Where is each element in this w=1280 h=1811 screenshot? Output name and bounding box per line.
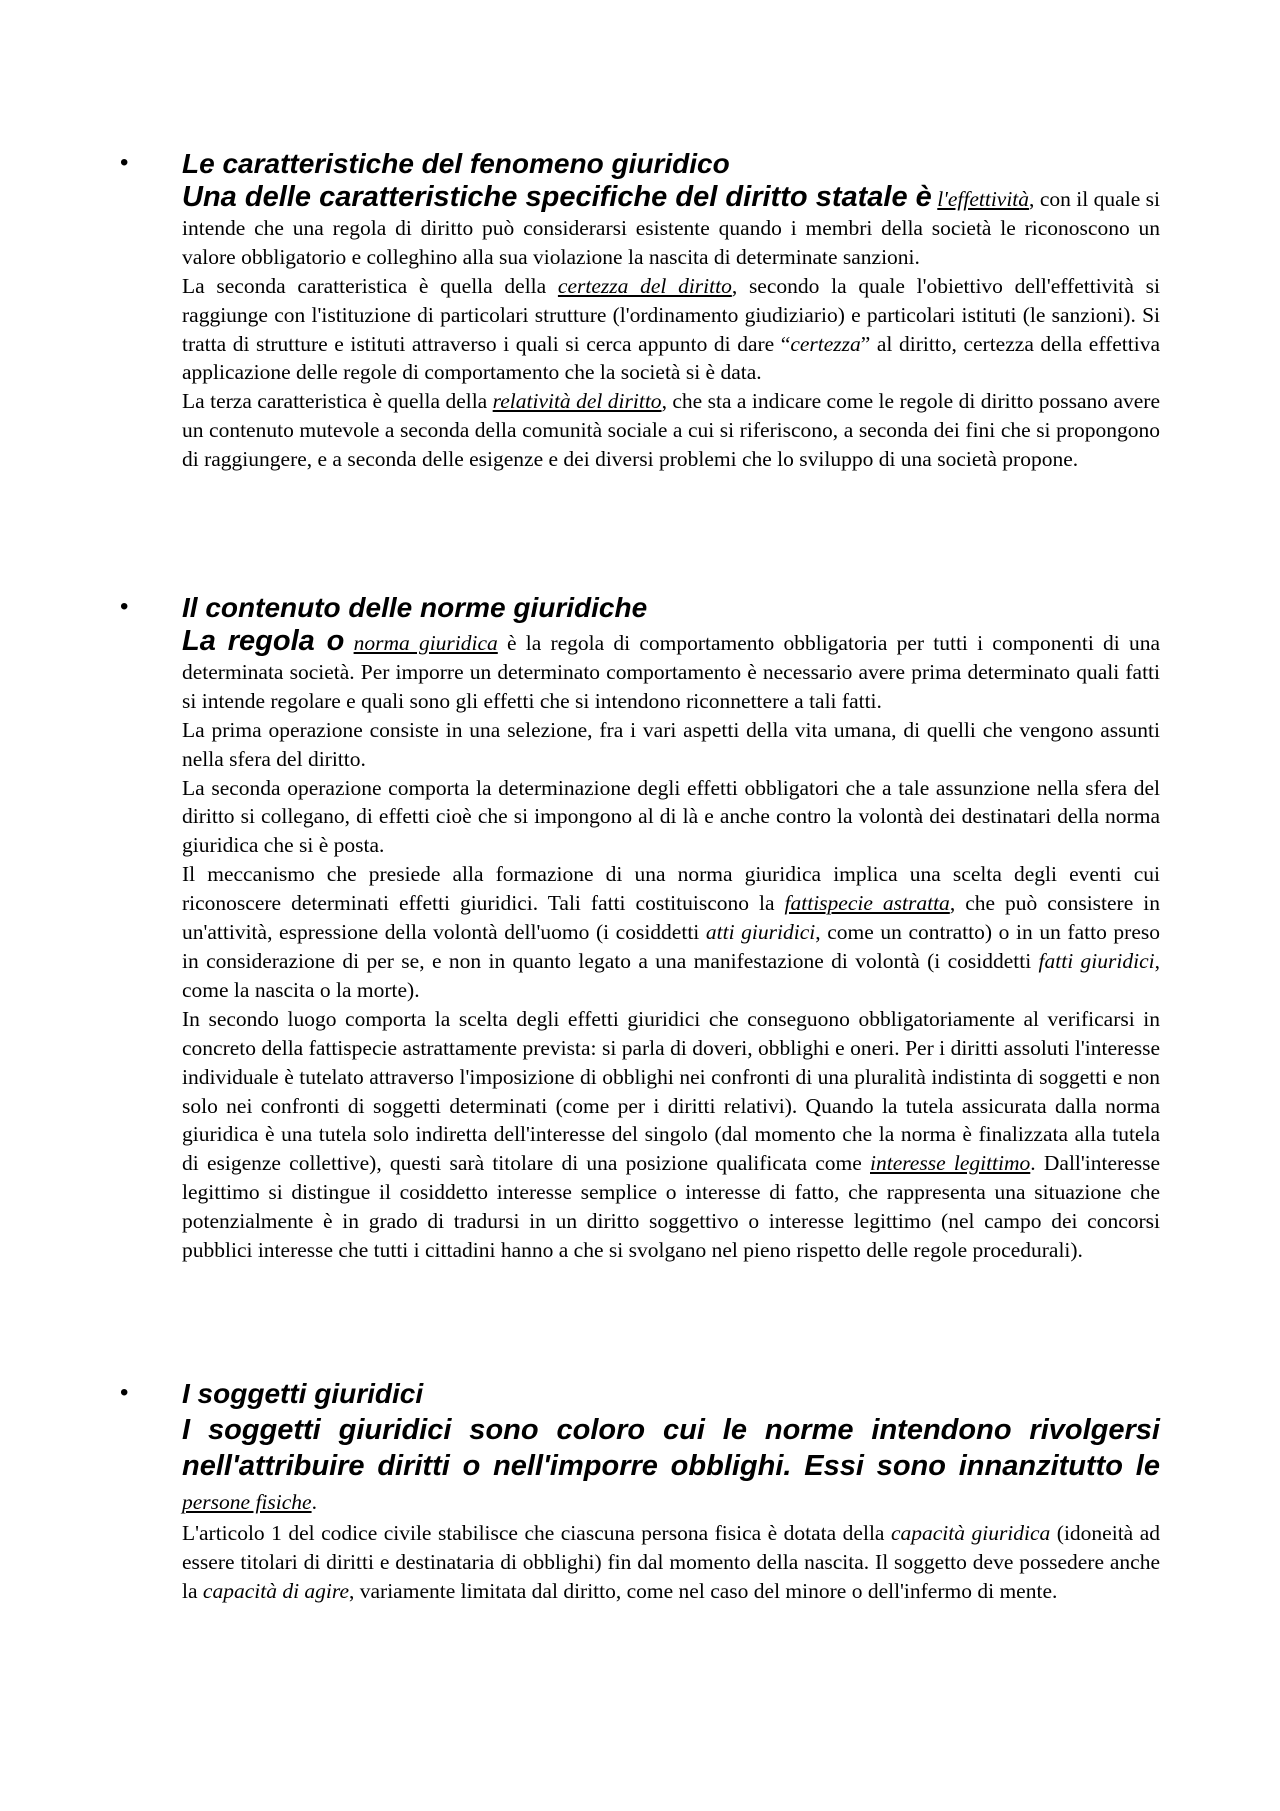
paragraph: La prima operazione consiste in una selezione, fra i vari aspetti della vita umana, di quelli che vengono assunti nella sfera del diritto. — [182, 717, 1160, 771]
paragraph-text: , secondo la quale l'obiettivo dell'effettività si raggiunge con l'istituzione di particolari strutture (l'ordinamento giudiziario) e particolari istituti (le sanzioni). Si tratta di strutture e istituti attraverso i quali si cerca appunto di dare “ — [182, 273, 1160, 356]
paragraph — [182, 627, 1160, 716]
paragraph-text: ” al diritto, certezza della effettiva applicazione delle regole di comportamento che la società si è data. — [182, 331, 1160, 385]
paragraph — [182, 387, 1160, 474]
paragraph-text: L'articolo 1 del codice civile stabilisce che ciascuna persona fisica è dotata della — [182, 1521, 891, 1545]
lead-text: I soggetti giuridici sono coloro cui le norme intendono rivolgersi nell'attribuire diritti o nell'imporre obblighi. Essi sono innanzitutto le — [182, 1414, 1160, 1482]
italic-term: fatti giuridici — [1038, 948, 1155, 973]
italic-term: capacità giuridica — [890, 1521, 1051, 1545]
paragraph-text: , come un contratto) o in un fatto preso in considerazione di per se, e non in quanto legato a una manifestazione di volontà (i cosiddetti — [182, 920, 1160, 973]
bullet: • — [120, 593, 129, 620]
italic-term: capacità di agire — [202, 1578, 349, 1603]
paragraph: La seconda operazione comporta la determinazione degli effetti obbligatori che a tale assunzione nella sfera del diritto si collegano, di effetti cioè che si impongono al di là e anche contro la volontà dei destinatari della norma giuridica che si è posta. — [182, 775, 1160, 858]
paragraph — [182, 1519, 1160, 1606]
bullet: • — [120, 149, 129, 176]
italic-term: atti giuridici — [705, 920, 816, 945]
paragraph-text: , che sta a indicare come le regole di diritto possano avere un contenuto mutevole a seconda della comunità sociale a cui si riferiscono, a seconda dei fini che si propongono di raggiungere, e a seconda delle esigenze e dei diversi problemi che lo sviluppo di una società propone. — [182, 389, 1160, 472]
underlined-term: certezza del diritto — [557, 273, 732, 298]
paragraph — [182, 272, 1160, 388]
italic-term: certezza — [790, 331, 861, 356]
lead-text: La regola o — [182, 625, 345, 657]
section-contenuto-norme — [120, 591, 1160, 1265]
lead-text: Una delle caratteristiche specifiche del diritto statale è — [182, 181, 932, 213]
underlined-term: persone fisiche — [182, 1490, 312, 1514]
section-heading: Il contenuto delle norme giuridiche — [182, 592, 648, 623]
section-heading: Le caratteristiche del fenomeno giuridico — [182, 148, 730, 179]
paragraph-text: La seconda caratteristica è quella della — [182, 273, 558, 298]
paragraph-text: Il meccanismo che presiede alla formazione di una norma giuridica implica una scelta degli eventi cui riconoscere determinati effetti giuridici. Tali fatti costituiscono la — [182, 862, 1160, 916]
paragraph-text: La terza caratteristica è quella della — [182, 389, 493, 414]
paragraph — [182, 183, 1160, 272]
paragraph-text: , che può consistere in un'attività, espressione della volontà dell'uomo (i cosiddetti — [182, 891, 1160, 945]
section-caratteristiche — [120, 147, 1160, 474]
paragraph-text: . — [311, 1490, 317, 1514]
section-soggetti-giuridici — [120, 1377, 1160, 1606]
section-heading: I soggetti giuridici — [182, 1378, 424, 1409]
paragraph-text: , come la nascita o la morte). — [182, 948, 1160, 1002]
bullet: • — [120, 1379, 129, 1406]
underlined-term: l'effettività — [937, 187, 1030, 211]
underlined-term: fattispecie astratta — [784, 891, 950, 916]
paragraph — [182, 1005, 1160, 1265]
paragraph — [182, 1413, 1160, 1519]
paragraph-text: . Dall'interesse legittimo si distingue il cosiddetto interesse semplice o interesse di fatto, che rappresenta una situazione che potenzialmente è in grado di tradursi in un diritto soggettivo o interesse legittimo (nel campo dei concorsi pubblici interesse che tutti i cittadini hanno a che si svolgano nel pieno rispetto delle regole procedurali). — [182, 1151, 1161, 1263]
underlined-term: norma giuridica — [353, 631, 498, 655]
underlined-term: interesse legittimo — [870, 1151, 1031, 1176]
paragraph-text: , variamente limitata dal diritto, come nel caso del minore o dell'infermo di mente. — [349, 1578, 1058, 1603]
paragraph-text: è la regola di comportamento obbligatoria per tutti i componenti di una determinata società. Per imporre un determinato comportamento è necessario avere prima determinato quali fatti si intende regolare e quali sono gli effetti che si intendono riconnettere a tali fatti. — [182, 631, 1160, 713]
paragraph-text: In secondo luogo comporta la scelta degli effetti giuridici che conseguono obbligatoriamente al verificarsi in concreto della fattispecie astrattamente prevista: si parla di doveri, obblighi e oneri. Per i diritti assoluti l'interesse individuale è tutelato attraverso l'imposizione di obblighi nei confronti di una pluralità indistinta di soggetti e non solo nei confronti di soggetti determinati (come per i diritti relativi). Quando la tutela assicurata dalla norma giuridica è una tutela solo indiretta dell'interesse del singolo (dal momento che la norma è finalizzata alla tutela di esigenze collettive), questi sarà titolare di una posizione qualificata come — [182, 1006, 1160, 1176]
paragraph-text: (idoneità ad essere titolari di diritti e destinataria di obblighi) fin dal momento della nascita. Il soggetto deve possedere anche la — [182, 1521, 1160, 1603]
paragraph — [182, 860, 1160, 1005]
paragraph-text: , con il quale si intende che una regola di diritto può considerarsi esistente quando i membri della società le riconoscono un valore obbligatorio e colleghino alla sua violazione la nascita di determinate sanzioni. — [182, 187, 1161, 269]
underlined-term: relatività del diritto — [492, 389, 662, 414]
